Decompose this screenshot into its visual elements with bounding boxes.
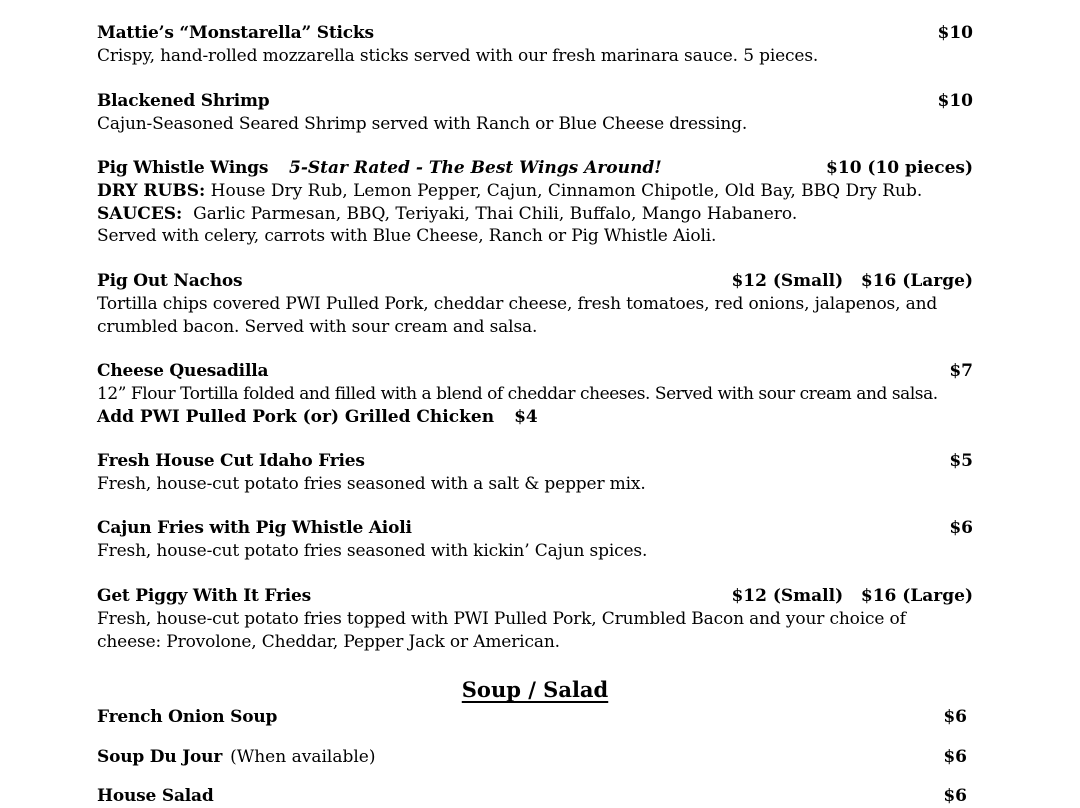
menu-item-idaho-fries (97, 450, 973, 496)
item-description: Served with celery, carrots with Blue Cheese, Ranch or Pig Whistle Aioli. (97, 226, 717, 246)
item-name: Cajun Fries with Pig Whistle Aioli (97, 518, 412, 538)
item-name: Blackened Shrimp (97, 91, 270, 111)
menu-item-soup-du-jour (97, 746, 967, 769)
item-name: Pig Whistle Wings (97, 158, 269, 178)
item-price: $12 (Small) $16 (Large) (731, 271, 973, 291)
dry-rubs-label: DRY RUBS: (97, 181, 206, 201)
item-name: Get Piggy With It Fries (97, 586, 311, 606)
item-description: Fresh, house-cut potato fries seasoned with a salt & pepper mix. (97, 474, 646, 494)
menu-item-mozzarella-sticks (97, 22, 973, 68)
item-price: $6 (943, 786, 967, 806)
menu-item-blackened-shrimp (97, 90, 973, 136)
dry-rubs-line (97, 180, 973, 203)
item-price: $7 (949, 361, 973, 381)
menu-item-pig-whistle-wings (97, 157, 973, 248)
section-title-soup-salad (97, 676, 973, 704)
menu-item-french-onion-soup (97, 706, 967, 729)
addon-text: Add PWI Pulled Pork (or) Grilled Chicken (97, 406, 495, 427)
section-title-text: Soup / Salad (461, 677, 609, 702)
menu-page (97, 0, 973, 808)
item-price: $10 (937, 23, 973, 43)
item-price: $5 (949, 451, 973, 471)
item-price: $6 (949, 518, 973, 538)
menu-item-pig-out-nachos (97, 270, 973, 338)
item-description: Cajun-Seasoned Seared Shrimp served with Ranch or Blue Cheese dressing. (97, 114, 748, 134)
item-description: Tortilla chips covered PWI Pulled Pork, cheddar cheese, fresh tomatoes, red onions, jalapenos, and crumbled bacon. Served with sour cream and salsa. (97, 294, 938, 337)
item-name: Fresh House Cut Idaho Fries (97, 451, 365, 471)
addon-price: $4 (514, 406, 538, 427)
item-price: $12 (Small) $16 (Large) (731, 586, 973, 606)
menu-item-get-piggy-fries (97, 585, 973, 653)
item-name: Soup Du Jour (97, 747, 223, 767)
menu-item-house-salad (97, 785, 967, 808)
item-name: Cheese Quesadilla (97, 361, 269, 381)
item-tagline: 5-Star Rated - The Best Wings Around! (289, 158, 662, 178)
item-description: Fresh, house-cut potato fries topped with PWI Pulled Pork, Crumbled Bacon and your choice of cheese: Provolone, Cheddar, Pepper Jack or American. (97, 609, 906, 652)
item-description: Fresh, house-cut potato fries seasoned with kickin’ Cajun spices. (97, 541, 648, 561)
item-description: 12” Flour Tortilla folded and filled with a blend of cheddar cheeses. Served with sour cream and salsa. (97, 384, 938, 404)
sauces-line (97, 203, 973, 226)
dry-rubs-list: House Dry Rub, Lemon Pepper, Cajun, Cinnamon Chipotle, Old Bay, BBQ Dry Rub. (205, 181, 923, 201)
sauces-label: SAUCES: (97, 203, 183, 224)
item-description: Crispy, hand-rolled mozzarella sticks served with our fresh marinara sauce. 5 pieces. (97, 46, 819, 66)
item-name: Mattie’s “Monstarella” Sticks (97, 23, 374, 43)
item-name: French Onion Soup (97, 707, 278, 727)
addon-line (97, 406, 973, 429)
item-name: House Salad (97, 786, 214, 806)
menu-item-cajun-fries (97, 517, 973, 563)
item-price: $6 (943, 707, 967, 727)
menu-item-cheese-quesadilla (97, 360, 973, 428)
sauces-list: Garlic Parmesan, BBQ, Teriyaki, Thai Chili, Buffalo, Mango Habanero. (182, 203, 798, 224)
item-price: $10 (937, 91, 973, 111)
item-name: Pig Out Nachos (97, 271, 243, 291)
item-price: $10 (10 pieces) (826, 158, 973, 178)
item-price: $6 (943, 747, 967, 767)
item-note: (When available) (230, 747, 376, 767)
